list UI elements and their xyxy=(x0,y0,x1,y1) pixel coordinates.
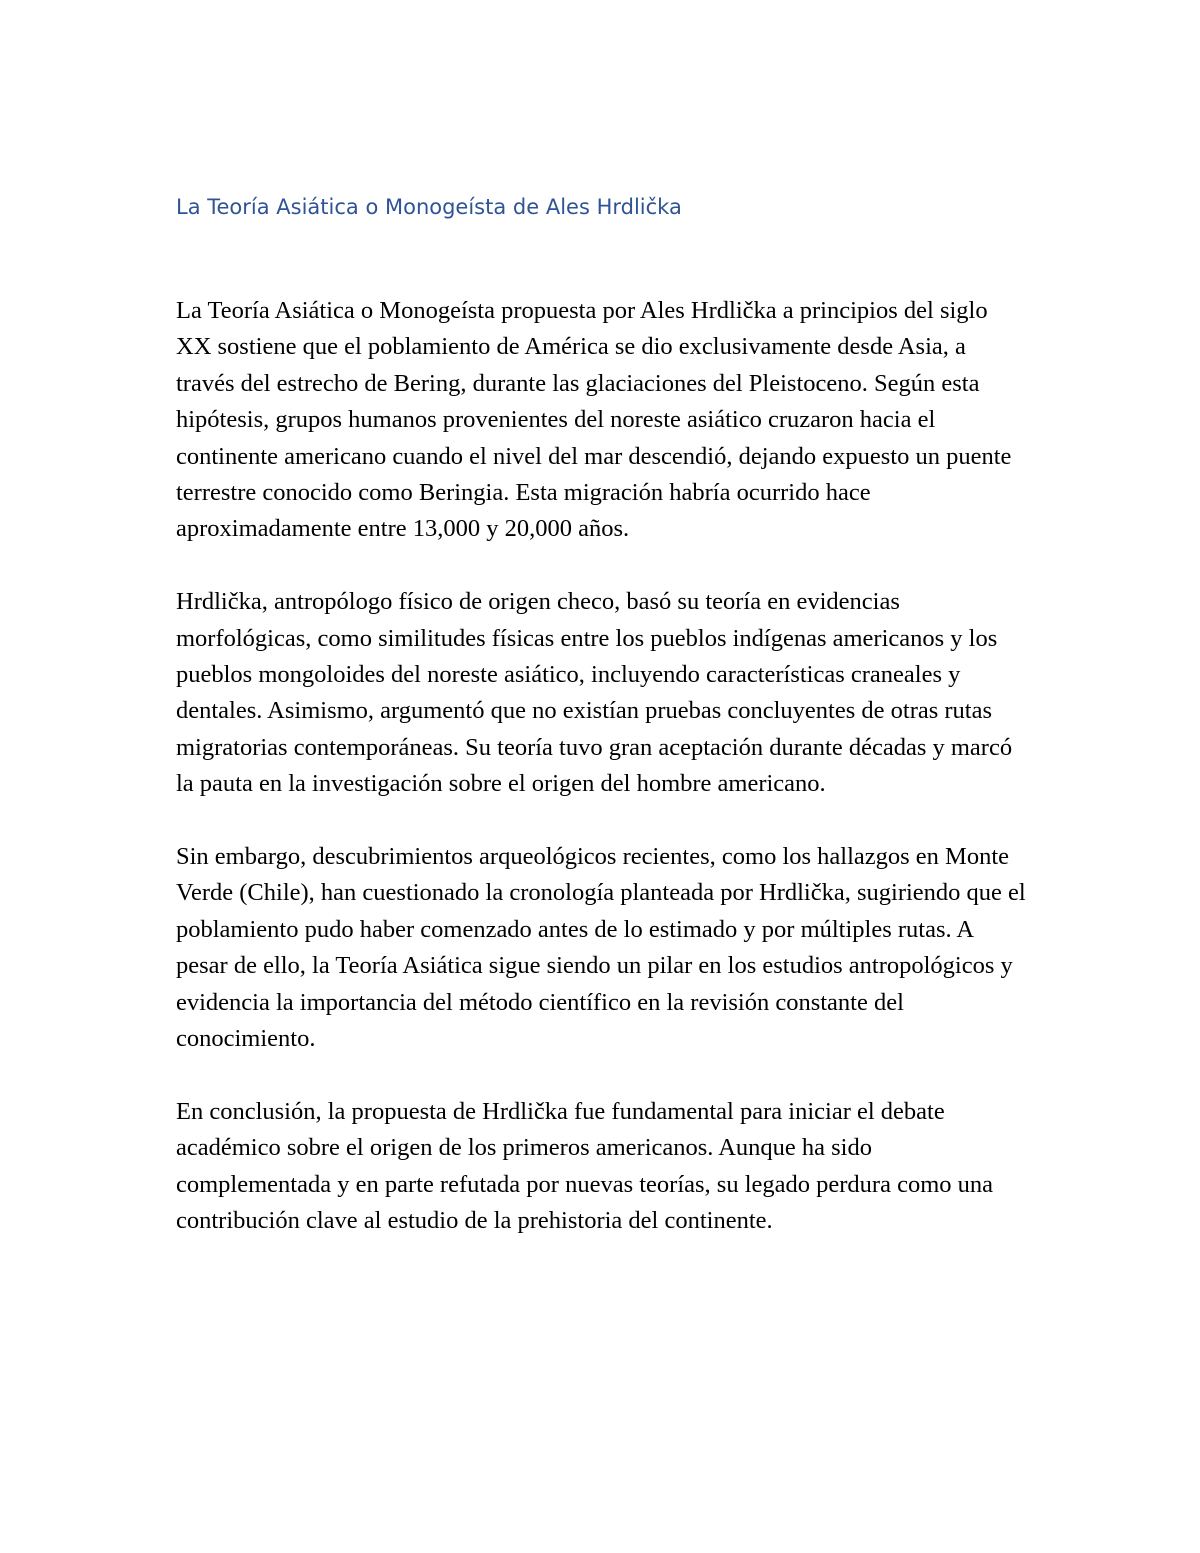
document-heading: La Teoría Asiática o Monogeísta de Ales Hrdlička xyxy=(176,195,682,219)
paragraph-4: En conclusión, la propuesta de Hrdlička fue fundamental para iniciar el debate académico sobre el origen de los primeros americanos. Aunque ha sido complementada y en parte refutada por nuevas teorías, su legado perdura como una contribución clave al estudio de la prehistoria del continente. xyxy=(176,1097,994,1235)
paragraph-2: Hrdlička, antropólogo físico de origen checo, basó su teoría en evidencias morfológicas, como similitudes físicas entre los pueblos indígenas americanos y los pueblos mongoloides del noreste asiático, incluyendo características craneales y dentales. Asimismo, argumentó que no existían pruebas concluyentes de otras rutas migratorias contemporáneas. Su teoría tuvo gran aceptación durante décadas y marcó la pauta en la investigación sobre el origen del hombre americano. xyxy=(176,588,1013,798)
document-body xyxy=(176,293,1026,1240)
paragraph-3: Sin embargo, descubrimientos arqueológicos recientes, como los hallazgos en Monte Verde (Chile), han cuestionado la cronología planteada por Hrdlička, sugiriendo que el poblamiento pudo haber comenzado antes de lo estimado y por múltiples rutas. A pesar de ello, la Teoría Asiática sigue siendo un pilar en los estudios antropológicos y evidencia la importancia del método científico en la revisión constante del conocimiento. xyxy=(176,843,1026,1053)
paragraph-1: La Teoría Asiática o Monogeísta propuesta por Ales Hrdlička a principios del siglo XX sostiene que el poblamiento de América se dio exclusivamente desde Asia, a través del estrecho de Bering, durante las glaciaciones del Pleistoceno. Según esta hipótesis, grupos humanos provenientes del noreste asiático cruzaron hacia el continente americano cuando el nivel del mar descendió, dejando expuesto un puente terrestre conocido como Beringia. Esta migración habría ocurrido hace aproximadamente entre 13,000 y 20,000 años. xyxy=(176,297,1012,543)
